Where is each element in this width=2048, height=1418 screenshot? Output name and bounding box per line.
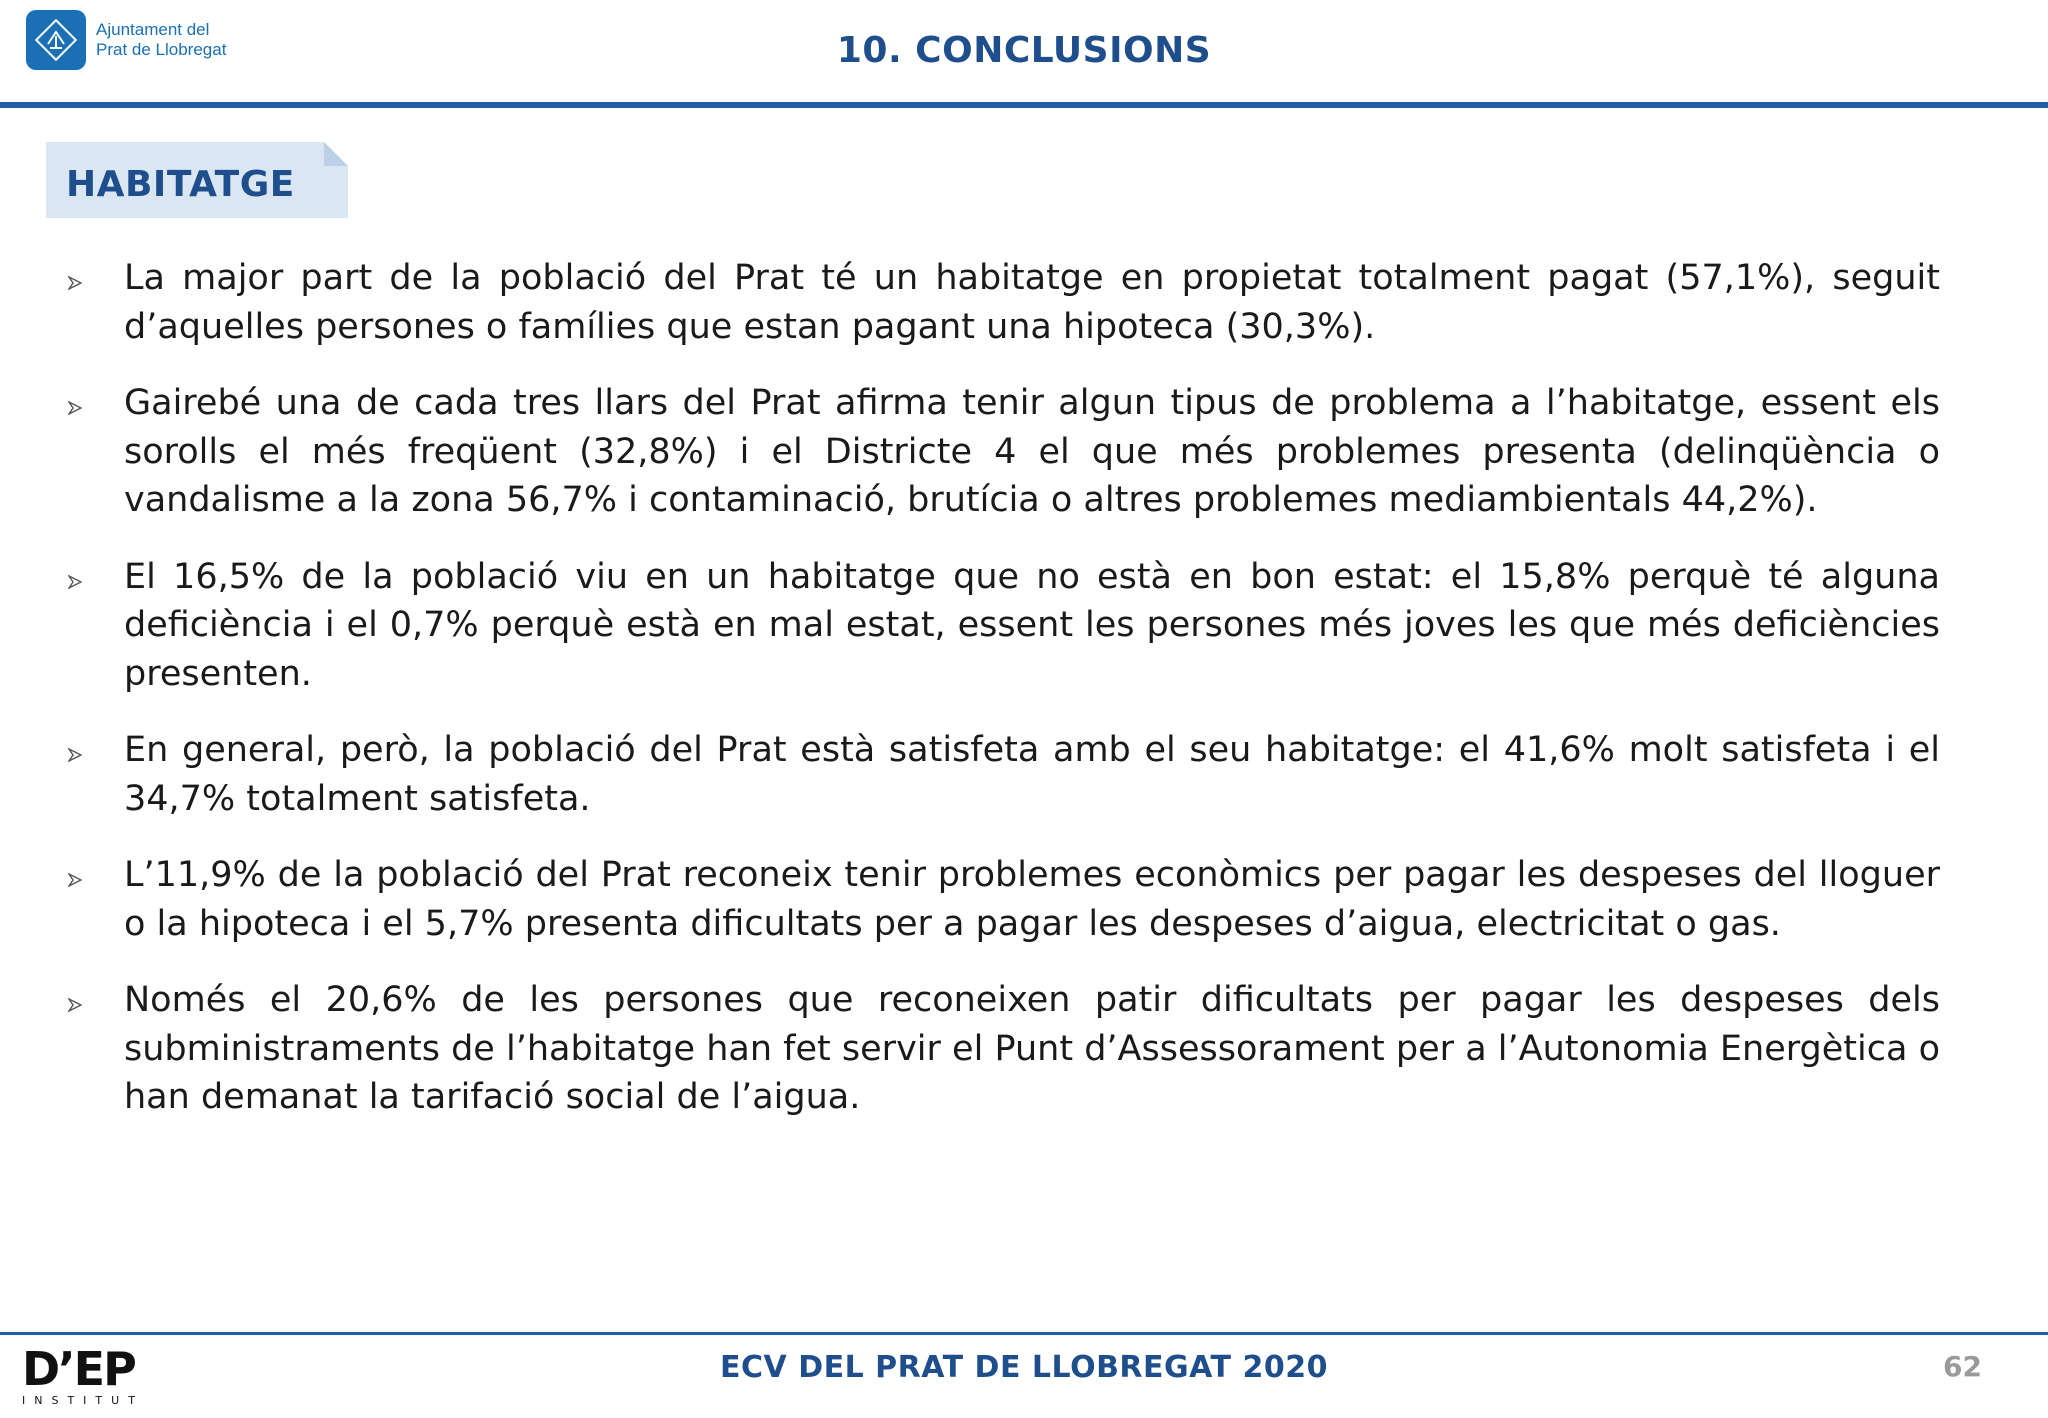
- list-item: [60, 976, 1940, 1122]
- arrowhead-bullet-icon: [68, 748, 82, 762]
- arrowhead-bullet-icon: [68, 998, 82, 1012]
- list-item-text: El 16,5% de la població viu en un habitatge que no està en bon estat: el 15,8% perquè té alguna deficiència i el 0,7% perquè està en mal estat, essent les persones més joves les que més deficiències presenten.: [124, 556, 1940, 694]
- footer-logo-wordmark: D’EP: [22, 1342, 135, 1396]
- list-item-text: En general, però, la població del Prat està satisfeta amb el seu habitatge: el 41,6% molt satisfeta i el 34,7% totalment satisfeta.: [124, 730, 1940, 819]
- page-number: 62: [1943, 1350, 1982, 1383]
- logo-line-1: Ajuntament del: [96, 20, 210, 39]
- page-title: 10. CONCLUSIONS: [836, 30, 1212, 71]
- arrowhead-bullet-icon: [68, 873, 82, 887]
- list-item: [60, 254, 1940, 351]
- list-item-text: Només el 20,6% de les persones que reconeixen patir dificultats per pagar les despeses dels subministraments de l’habitatge han fet servir el Punt d’Assessorament per a l’Autonomia Energètica o han demanat la tarifació social de l’aigua.: [124, 980, 1940, 1117]
- list-item-text: L’11,9% de la població del Prat reconeix tenir problemes econòmics per pagar les despeses del lloguer o la hipoteca i el 5,7% presenta dificultats per a pagar les despeses d’aigua, electricitat o gas.: [124, 855, 1940, 944]
- section-tab: [46, 142, 348, 218]
- footer-title: ECV DEL PRAT DE LLOBREGAT 2020: [720, 1350, 1328, 1385]
- list-item: [60, 553, 1940, 699]
- list-item-text: La major part de la població del Prat té un habitatge en propietat totalment pagat (57,1%), seguit d’aquelles persones o famílies que estan pagant una hipoteca (30,3%).: [124, 258, 1940, 347]
- header-divider: [0, 102, 2048, 108]
- conclusions-list: [60, 254, 1940, 1150]
- arrowhead-bullet-icon: [68, 575, 82, 589]
- arrowhead-bullet-icon: [68, 276, 82, 290]
- list-item: [60, 726, 1940, 823]
- list-item-text: Gairebé una de cada tres llars del Prat afirma tenir algun tipus de problema a l’habitatge, essent els sorolls el més freqüent (32,8%) i el Districte 4 el que més problemes presenta (delinqüència o vandalisme a la zona 56,7% i contaminació, brutícia o altres problemes mediambientals 44,2%).: [124, 383, 1940, 520]
- section-heading: HABITATGE: [66, 164, 295, 205]
- footer-divider: [0, 1332, 2048, 1335]
- logo-line-2: Prat de Llobregat: [96, 40, 227, 59]
- footer-logo-subtitle: INSTITUT: [22, 1394, 144, 1407]
- slide-header: [0, 0, 2048, 108]
- list-item: [60, 379, 1940, 525]
- list-item: [60, 851, 1940, 948]
- arrowhead-bullet-icon: [68, 401, 82, 415]
